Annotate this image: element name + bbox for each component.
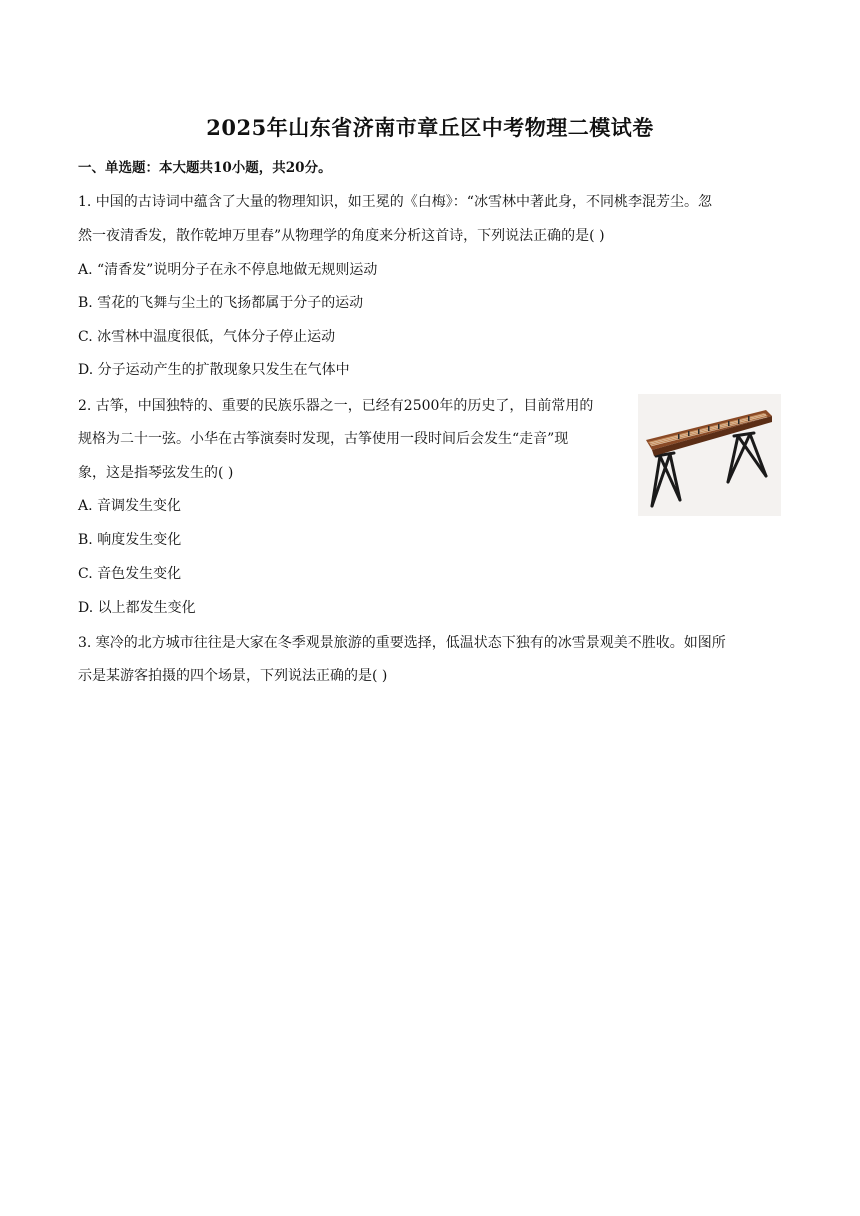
guzheng-image (638, 394, 781, 516)
q2-option-b: B. 响度发生变化 (78, 532, 182, 548)
guzheng-icon (638, 394, 781, 516)
q3-stem-line: 示是某游客拍摄的四个场景，下列说法正确的是( ) (78, 668, 388, 684)
q2-option-c: C. 音色发生变化 (78, 566, 182, 582)
q1-option-b: B. 雪花的飞舞与尘土的飞扬都属于分子的运动 (78, 295, 364, 311)
q1-option-d: D. 分子运动产生的扩散现象只发生在气体中 (78, 362, 350, 378)
q1-option-a: A. “清香发”说明分子在永不停息地做无规则运动 (78, 262, 378, 278)
q2-stem-line: 2. 古筝，中国独特的、重要的民族乐器之一，已经有2500年的历史了，目前常用的 (78, 398, 594, 414)
q1-option-c: C. 冰雪林中温度很低，气体分子停止运动 (78, 329, 336, 345)
q2-option-d: D. 以上都发生变化 (78, 600, 196, 616)
exam-title: 2025年山东省济南市章丘区中考物理二模试卷 (206, 115, 654, 140)
q2-option-a: A. 音调发生变化 (78, 498, 182, 514)
q2-stem-line: 规格为二十一弦。小华在古筝演奏时发现，古筝使用一段时间后会发生“走音”现 (78, 431, 569, 447)
q1-stem-line: 然一夜清香发，散作乾坤万里春”从物理学的角度来分析这首诗，下列说法正确的是( ) (78, 228, 605, 244)
q1-stem-line: 1. 中国的古诗词中蕴含了大量的物理知识，如王冕的《白梅》：“冰雪林中著此身，不同桃李混芳尘。忽 (78, 194, 712, 210)
section-heading: 一、单选题：本大题共10小题，共20分。 (78, 160, 332, 176)
q3-stem-line: 3. 寒冷的北方城市往往是大家在冬季观景旅游的重要选择，低温状态下独有的冰雪景观美不胜收。如图所 (78, 635, 726, 651)
q2-stem-line: 象，这是指琴弦发生的( ) (78, 465, 234, 481)
